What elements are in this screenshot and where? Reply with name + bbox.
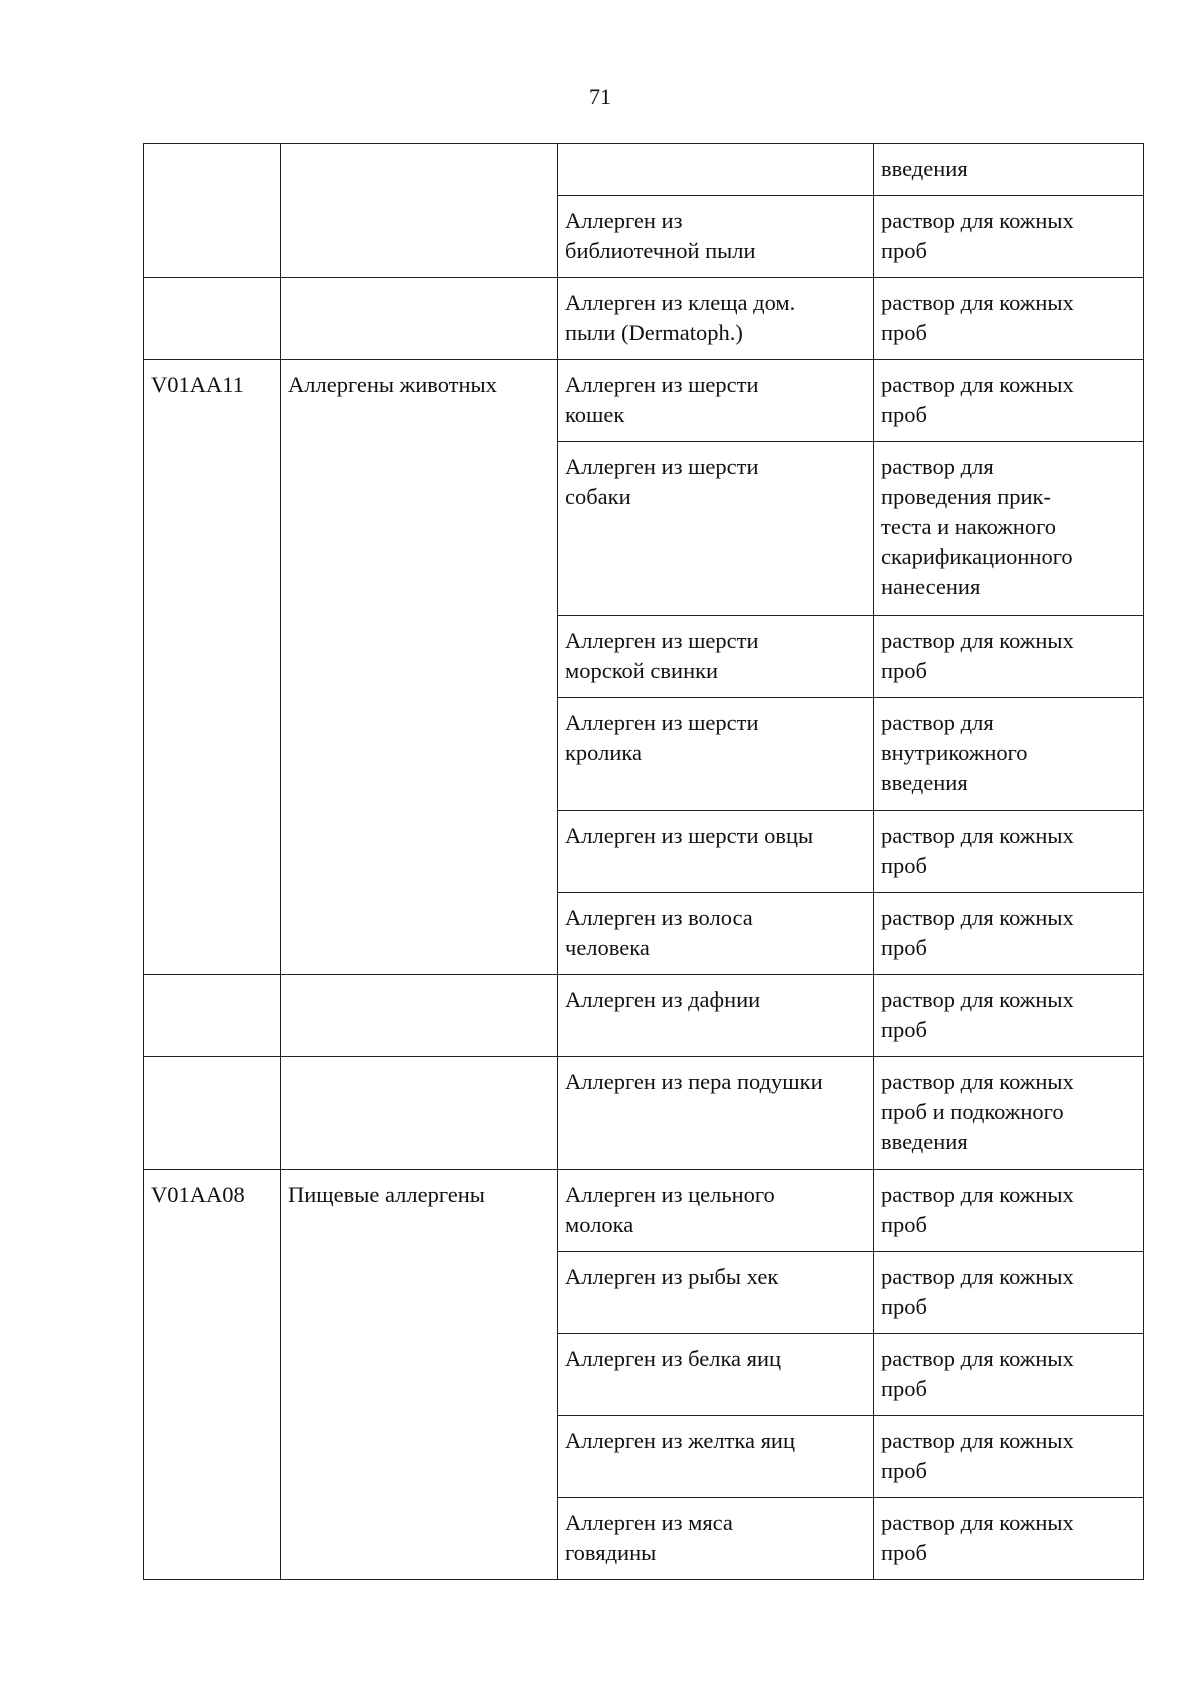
drug-name-cell: Аллерген из шерсти кролика (558, 698, 874, 811)
page-number: 71 (589, 84, 611, 109)
table-row (144, 1057, 1144, 1170)
dosage-form-cell: раствор для кожных проб (874, 1498, 1144, 1580)
dosage-form-cell: раствор для кожных проб (874, 278, 1144, 360)
atc-code-cell (144, 975, 281, 1057)
table-row (144, 278, 1144, 360)
dosage-form-cell: раствор для проведения прик- теста и накожного скарификационного нанесения (874, 442, 1144, 616)
drug-name-cell: Аллерген из желтка яиц (558, 1416, 874, 1498)
dosage-form-cell: раствор для внутрикожного введения (874, 698, 1144, 811)
drug-name-cell: Аллерген из шерсти овцы (558, 811, 874, 893)
atc-code-cell (144, 144, 281, 278)
drug-name-cell: Аллерген из мяса говядины (558, 1498, 874, 1580)
atc-code-cell (144, 1057, 281, 1170)
dosage-form-cell: введения (874, 144, 1144, 196)
dosage-form-cell: раствор для кожных проб (874, 975, 1144, 1057)
dosage-form-cell: раствор для кожных проб (874, 1252, 1144, 1334)
drug-name-cell: Аллерген из дафнии (558, 975, 874, 1057)
table-row (144, 1170, 1144, 1252)
drug-name-cell: Аллерген из белка яиц (558, 1334, 874, 1416)
group-name-cell (281, 278, 558, 360)
atc-code-cell (144, 278, 281, 360)
atc-code-cell: V01AA08 (144, 1170, 281, 1580)
drug-name-cell: Аллерген из цельного молока (558, 1170, 874, 1252)
table-row (144, 360, 1144, 442)
table-row (144, 144, 1144, 196)
drug-name-cell: Аллерген из шерсти собаки (558, 442, 874, 616)
dosage-form-cell: раствор для кожных проб (874, 893, 1144, 975)
drug-name-cell: Аллерген из волоса человека (558, 893, 874, 975)
drug-name-cell: Аллерген из пера подушки (558, 1057, 874, 1170)
group-name-cell (281, 144, 558, 278)
drug-name-cell: Аллерген из шерсти морской свинки (558, 616, 874, 698)
dosage-form-cell: раствор для кожных проб и подкожного введения (874, 1057, 1144, 1170)
group-name-cell (281, 1057, 558, 1170)
dosage-form-cell: раствор для кожных проб (874, 616, 1144, 698)
drug-name-cell: Аллерген из шерсти кошек (558, 360, 874, 442)
dosage-form-cell: раствор для кожных проб (874, 360, 1144, 442)
group-name-cell (281, 975, 558, 1057)
drug-name-cell (558, 144, 874, 196)
drug-name-cell: Аллерген из рыбы хек (558, 1252, 874, 1334)
group-name-cell: Аллергены животных (281, 360, 558, 975)
dosage-form-cell: раствор для кожных проб (874, 1170, 1144, 1252)
drug-table (143, 143, 1144, 1580)
drug-name-cell: Аллерген из клеща дом. пыли (Dermatoph.) (558, 278, 874, 360)
group-name-cell: Пищевые аллергены (281, 1170, 558, 1580)
atc-code-cell: V01AA11 (144, 360, 281, 975)
drug-name-cell: Аллерген из библиотечной пыли (558, 196, 874, 278)
dosage-form-cell: раствор для кожных проб (874, 1334, 1144, 1416)
table-row (144, 975, 1144, 1057)
dosage-form-cell: раствор для кожных проб (874, 1416, 1144, 1498)
dosage-form-cell: раствор для кожных проб (874, 811, 1144, 893)
dosage-form-cell: раствор для кожных проб (874, 196, 1144, 278)
